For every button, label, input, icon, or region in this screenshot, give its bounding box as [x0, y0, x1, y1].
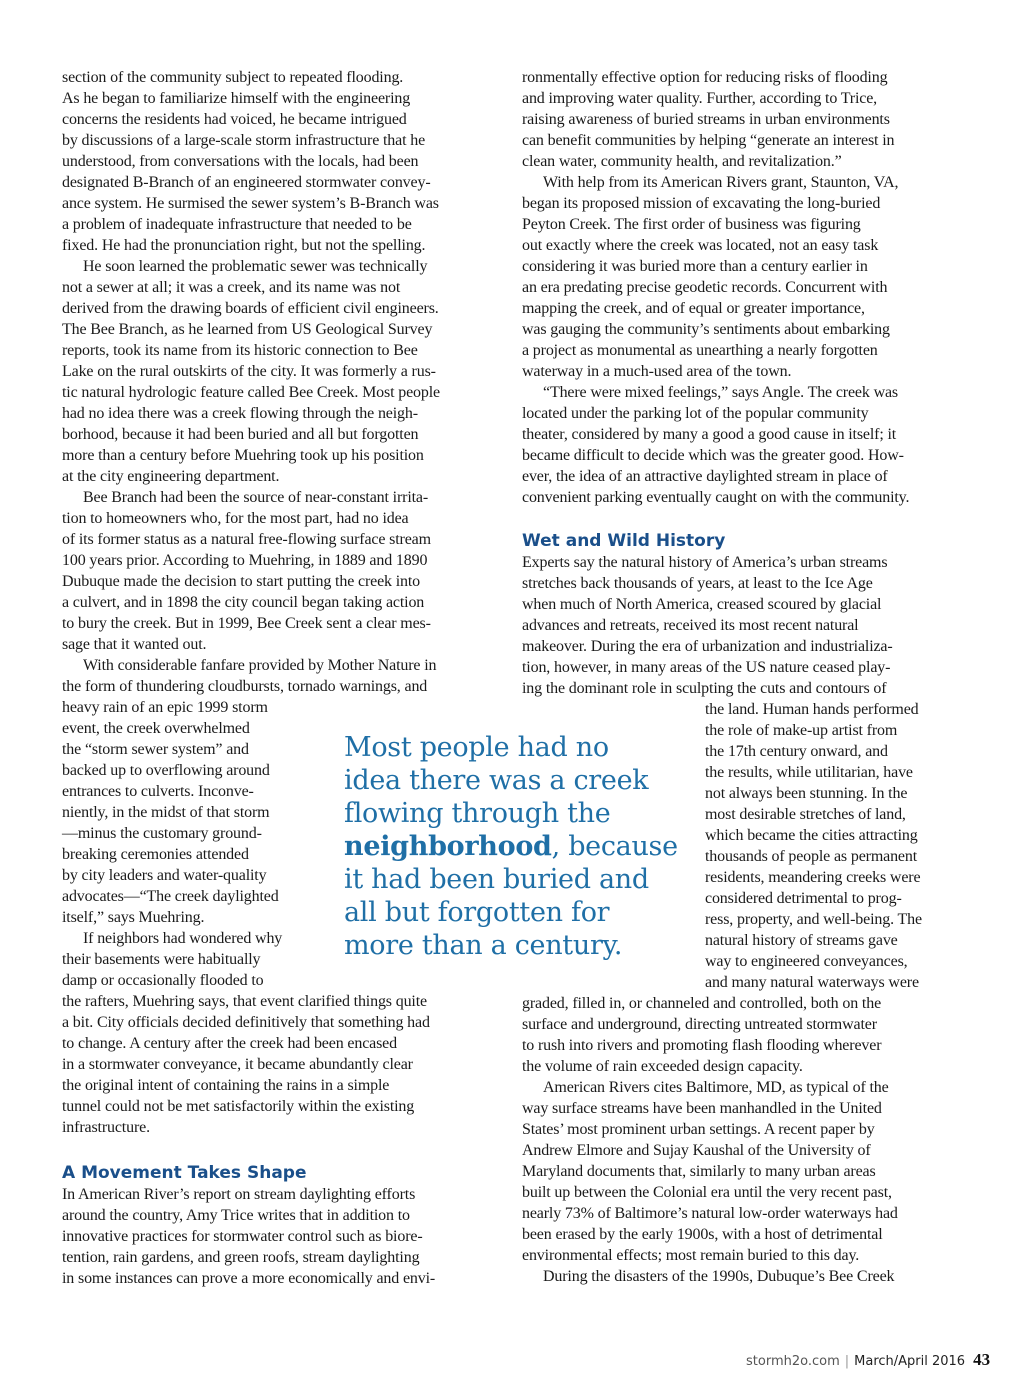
body-text-line: concerns the residents had voiced, he became intrigued [62, 111, 407, 128]
body-text-line: borhood, because it had been buried and all but forgotten [62, 426, 419, 443]
body-text-line: The Bee Branch, as he learned from US Geological Survey [62, 321, 433, 338]
body-text-line: the original intent of containing the rains in a simple [62, 1077, 390, 1094]
pull-quote-text: , because [551, 831, 678, 862]
body-text-line: derived from the drawing boards of efficient civil engineers. [62, 300, 439, 317]
body-text-line: by discussions of a large-scale storm infrastructure that he [62, 132, 426, 149]
body-text-line: the form of thundering cloudbursts, tornado warnings, and [62, 678, 428, 695]
body-text-line: innovative practices for stormwater control such as biore- [62, 1228, 423, 1245]
body-text-line: located under the parking lot of the popular community [522, 405, 869, 422]
body-text-line: the role of make-up artist from [705, 722, 898, 739]
body-text-line: not a sewer at all; it was a creek, and its name was not [62, 279, 401, 296]
body-text-line: an era predating precise geodetic records. Concurrent with [522, 279, 888, 296]
body-text-line: raising awareness of buried streams in urban environments [522, 111, 890, 128]
body-text-line: Bee Branch had been the source of near-constant irrita- [83, 489, 429, 506]
body-text-line: the “storm sewer system” and [62, 741, 249, 758]
body-text-line: considering it was buried more than a century earlier in [522, 258, 868, 275]
pull-quote-line: all but forgotten for [344, 897, 610, 928]
body-text-line: With help from its American Rivers grant, Staunton, VA, [543, 174, 899, 191]
page-footer [746, 1351, 990, 1370]
pull-quote-line: Most people had no [344, 732, 609, 763]
pull-quote-line: idea there was a creek [344, 765, 649, 796]
footer-site[interactable]: stormh2o.com [746, 1354, 840, 1369]
page-number: 43 [973, 1350, 991, 1369]
body-text-line: ance system. He surmised the sewer system’s B-Branch was [62, 195, 439, 212]
body-text-line: way to engineered conveyances, [705, 953, 908, 970]
body-text-line: In American River’s report on stream daylighting efforts [62, 1186, 416, 1203]
body-text-line: built up between the Colonial era until the very recent past, [522, 1184, 892, 1201]
body-text-line: niently, in the midst of that storm [62, 804, 270, 821]
body-text-line: ever, the idea of an attractive daylighted stream in place of [522, 468, 888, 485]
pull-quote-line: more than a century. [344, 930, 623, 961]
body-text-line: tention, rain gardens, and green roofs, stream daylighting [62, 1249, 420, 1266]
body-text-line: Andrew Elmore and Sujay Kaushal of the University of [522, 1142, 871, 1159]
body-text-line: in a stormwater conveyance, it became abundantly clear [62, 1056, 413, 1073]
body-text-line: Experts say the natural history of America’s urban streams [522, 554, 888, 571]
body-text-line: heavy rain of an epic 1999 storm [62, 699, 268, 716]
footer-divider: | [844, 1354, 850, 1369]
body-text-line: way surface streams have been manhandled in the United [522, 1100, 882, 1117]
body-text-line: waterway in a much-used area of the town. [522, 363, 792, 380]
body-text-line: tion to homeowners who, for the most part, had no idea [62, 510, 409, 527]
body-text-line: became difficult to decide which was the greater good. How- [522, 447, 904, 464]
body-text-line: the land. Human hands performed [705, 701, 919, 718]
pull-quote-line: flowing through the [344, 798, 611, 829]
body-text-line: a culvert, and in 1898 the city council began taking action [62, 594, 425, 611]
body-text-line: backed up to overflowing around [62, 762, 270, 779]
body-text-line: 100 years prior. According to Muehring, in 1889 and 1890 [62, 552, 428, 569]
body-text-line: He soon learned the problematic sewer was technically [83, 258, 428, 275]
body-text-line: tunnel could not be met satisfactorily within the existing [62, 1098, 415, 1115]
body-text-line: section of the community subject to repeated flooding. [62, 69, 404, 86]
body-text-line: a project as monumental as unearthing a nearly forgotten [522, 342, 878, 359]
body-text-line: environmental effects; most remain buried to this day. [522, 1247, 860, 1264]
pull-quote-line [344, 830, 678, 863]
body-text-line: been erased by the early 1900s, with a host of detrimental [522, 1226, 883, 1243]
body-text-line: designated B-Branch of an engineered stormwater convey- [62, 174, 431, 191]
body-text-line: mapping the creek, and of equal or greater importance, [522, 300, 865, 317]
body-text-line: to rush into rivers and promoting flash flooding wherever [522, 1037, 882, 1054]
body-text-line: advocates—“The creek daylighted [62, 888, 279, 905]
body-text-line: American Rivers cites Baltimore, MD, as typical of the [543, 1079, 889, 1096]
body-text-line: around the country, Amy Trice writes that in addition to [62, 1207, 410, 1224]
body-text-line: —minus the customary ground- [62, 825, 262, 842]
body-text-line: tion, however, in many areas of the US nature ceased play- [522, 659, 891, 676]
body-text-line: the 17th century onward, and [705, 743, 888, 760]
section-heading-movement: A Movement Takes Shape [62, 1163, 307, 1183]
body-text-line: a bit. City officials decided definitively that something had [62, 1014, 430, 1031]
body-text-line: breaking ceremonies attended [62, 846, 249, 863]
body-text-line: out exactly where the creek was located, not an easy task [522, 237, 879, 254]
body-text-line: ress, property, and well-being. The [705, 911, 922, 928]
body-text-line: tic natural hydrologic feature called Bee Creek. Most people [62, 384, 440, 401]
body-text-line: With considerable fanfare provided by Mother Nature in [83, 657, 437, 674]
body-text-line: nearly 73% of Baltimore’s natural low-order waterways had [522, 1205, 898, 1222]
body-text-line: graded, filled in, or channeled and controlled, both on the [522, 995, 882, 1012]
body-text-line: makeover. During the era of urbanization and industrializa- [522, 638, 893, 655]
body-text-line: by city leaders and water-quality [62, 867, 267, 884]
body-text-line: ing the dominant role in sculpting the cuts and contours of [522, 680, 887, 697]
body-text-line: began its proposed mission of excavating the long-buried [522, 195, 881, 212]
body-text-line: the results, while utilitarian, have [705, 764, 913, 781]
body-text-line: “There were mixed feelings,” says Angle. The creek was [543, 384, 899, 401]
body-text-line: ronmentally effective option for reducing risks of flooding [522, 69, 888, 86]
body-text-line: Maryland documents that, similarly to many urban areas [522, 1163, 876, 1180]
body-text-line: event, the creek overwhelmed [62, 720, 250, 737]
section-heading-history: Wet and Wild History [522, 531, 726, 551]
body-text-line: understood, from conversations with the locals, had been [62, 153, 419, 170]
body-text-line: surface and underground, directing untreated stormwater [522, 1016, 877, 1033]
body-text-line: more than a century before Muehring took up his position [62, 447, 424, 464]
body-text-line: Peyton Creek. The first order of business was figuring [522, 216, 861, 233]
body-text-line: residents, meandering creeks were [705, 869, 921, 886]
body-text-line: not always been stunning. In the [705, 785, 908, 802]
body-text-line: thousands of people as permanent [705, 848, 918, 865]
body-text-line: to change. A century after the creek had been encased [62, 1035, 397, 1052]
body-text-line: stretches back thousands of years, at least to the Ice Age [522, 575, 873, 592]
body-text-line: convenient parking eventually caught on with the community. [522, 489, 910, 506]
body-text-line: States’ most prominent urban settings. A recent paper by [522, 1121, 875, 1138]
body-text-line: advances and retreats, received its most recent natural [522, 617, 859, 634]
body-text-line: which became the cities attracting [705, 827, 918, 844]
body-text-line: clean water, community health, and revitalization.” [522, 153, 842, 170]
body-text-line: If neighbors had wondered why [83, 930, 283, 947]
body-text-line: considered detrimental to prog- [705, 890, 902, 907]
pull-quote-emphasis: neighborhood [344, 831, 552, 862]
body-text-line: infrastructure. [62, 1119, 150, 1136]
body-text-line: Dubuque made the decision to start putting the creek into [62, 573, 421, 590]
body-text-line: of its former status as a natural free-flowing surface stream [62, 531, 431, 548]
body-text-line: the rafters, Muehring says, that event clarified things quite [62, 993, 427, 1010]
pull-quote-line: it had been buried and [344, 864, 649, 895]
body-text-line: reports, took its name from its historic connection to Bee [62, 342, 418, 359]
body-text-line: was gauging the community’s sentiments about embarking [522, 321, 890, 338]
body-text-line: entrances to culverts. Inconve- [62, 783, 254, 800]
body-text-line: damp or occasionally flooded to [62, 972, 264, 989]
body-text-line: sage that it wanted out. [62, 636, 207, 653]
body-text-line: itself,” says Muehring. [62, 909, 205, 926]
body-text-line: most desirable stretches of land, [705, 806, 906, 823]
body-text-line: to bury the creek. But in 1999, Bee Creek sent a clear mes- [62, 615, 431, 632]
body-text-line: their basements were habitually [62, 951, 261, 968]
body-text-line: During the disasters of the 1990s, Dubuque’s Bee Creek [543, 1268, 895, 1285]
body-text-line: in some instances can prove a more economically and envi- [62, 1270, 436, 1287]
body-text-line: a problem of inadequate infrastructure that needed to be [62, 216, 412, 233]
body-text-line: As he began to familiarize himself with the engineering [62, 90, 411, 107]
footer-issue-date: March/April 2016 [854, 1354, 966, 1369]
body-text-line: and improving water quality. Further, according to Trice, [522, 90, 878, 107]
body-text-line: fixed. He had the pronunciation right, but not the spelling. [62, 237, 426, 254]
body-text-line: can benefit communities by helping “generate an interest in [522, 132, 895, 149]
body-text-line: theater, considered by many a good a good cause in itself; it [522, 426, 897, 443]
body-text-line: had no idea there was a creek flowing through the neigh- [62, 405, 418, 422]
body-text-line: when much of North America, creased scoured by glacial [522, 596, 882, 613]
body-text-line: natural history of streams gave [705, 932, 898, 949]
body-text-line: Lake on the rural outskirts of the city. It was formerly a rus- [62, 363, 436, 380]
body-text-line: at the city engineering department. [62, 468, 280, 485]
body-text-line: the volume of rain exceeded design capacity. [522, 1058, 803, 1075]
body-text-line: and many natural waterways were [705, 974, 919, 991]
